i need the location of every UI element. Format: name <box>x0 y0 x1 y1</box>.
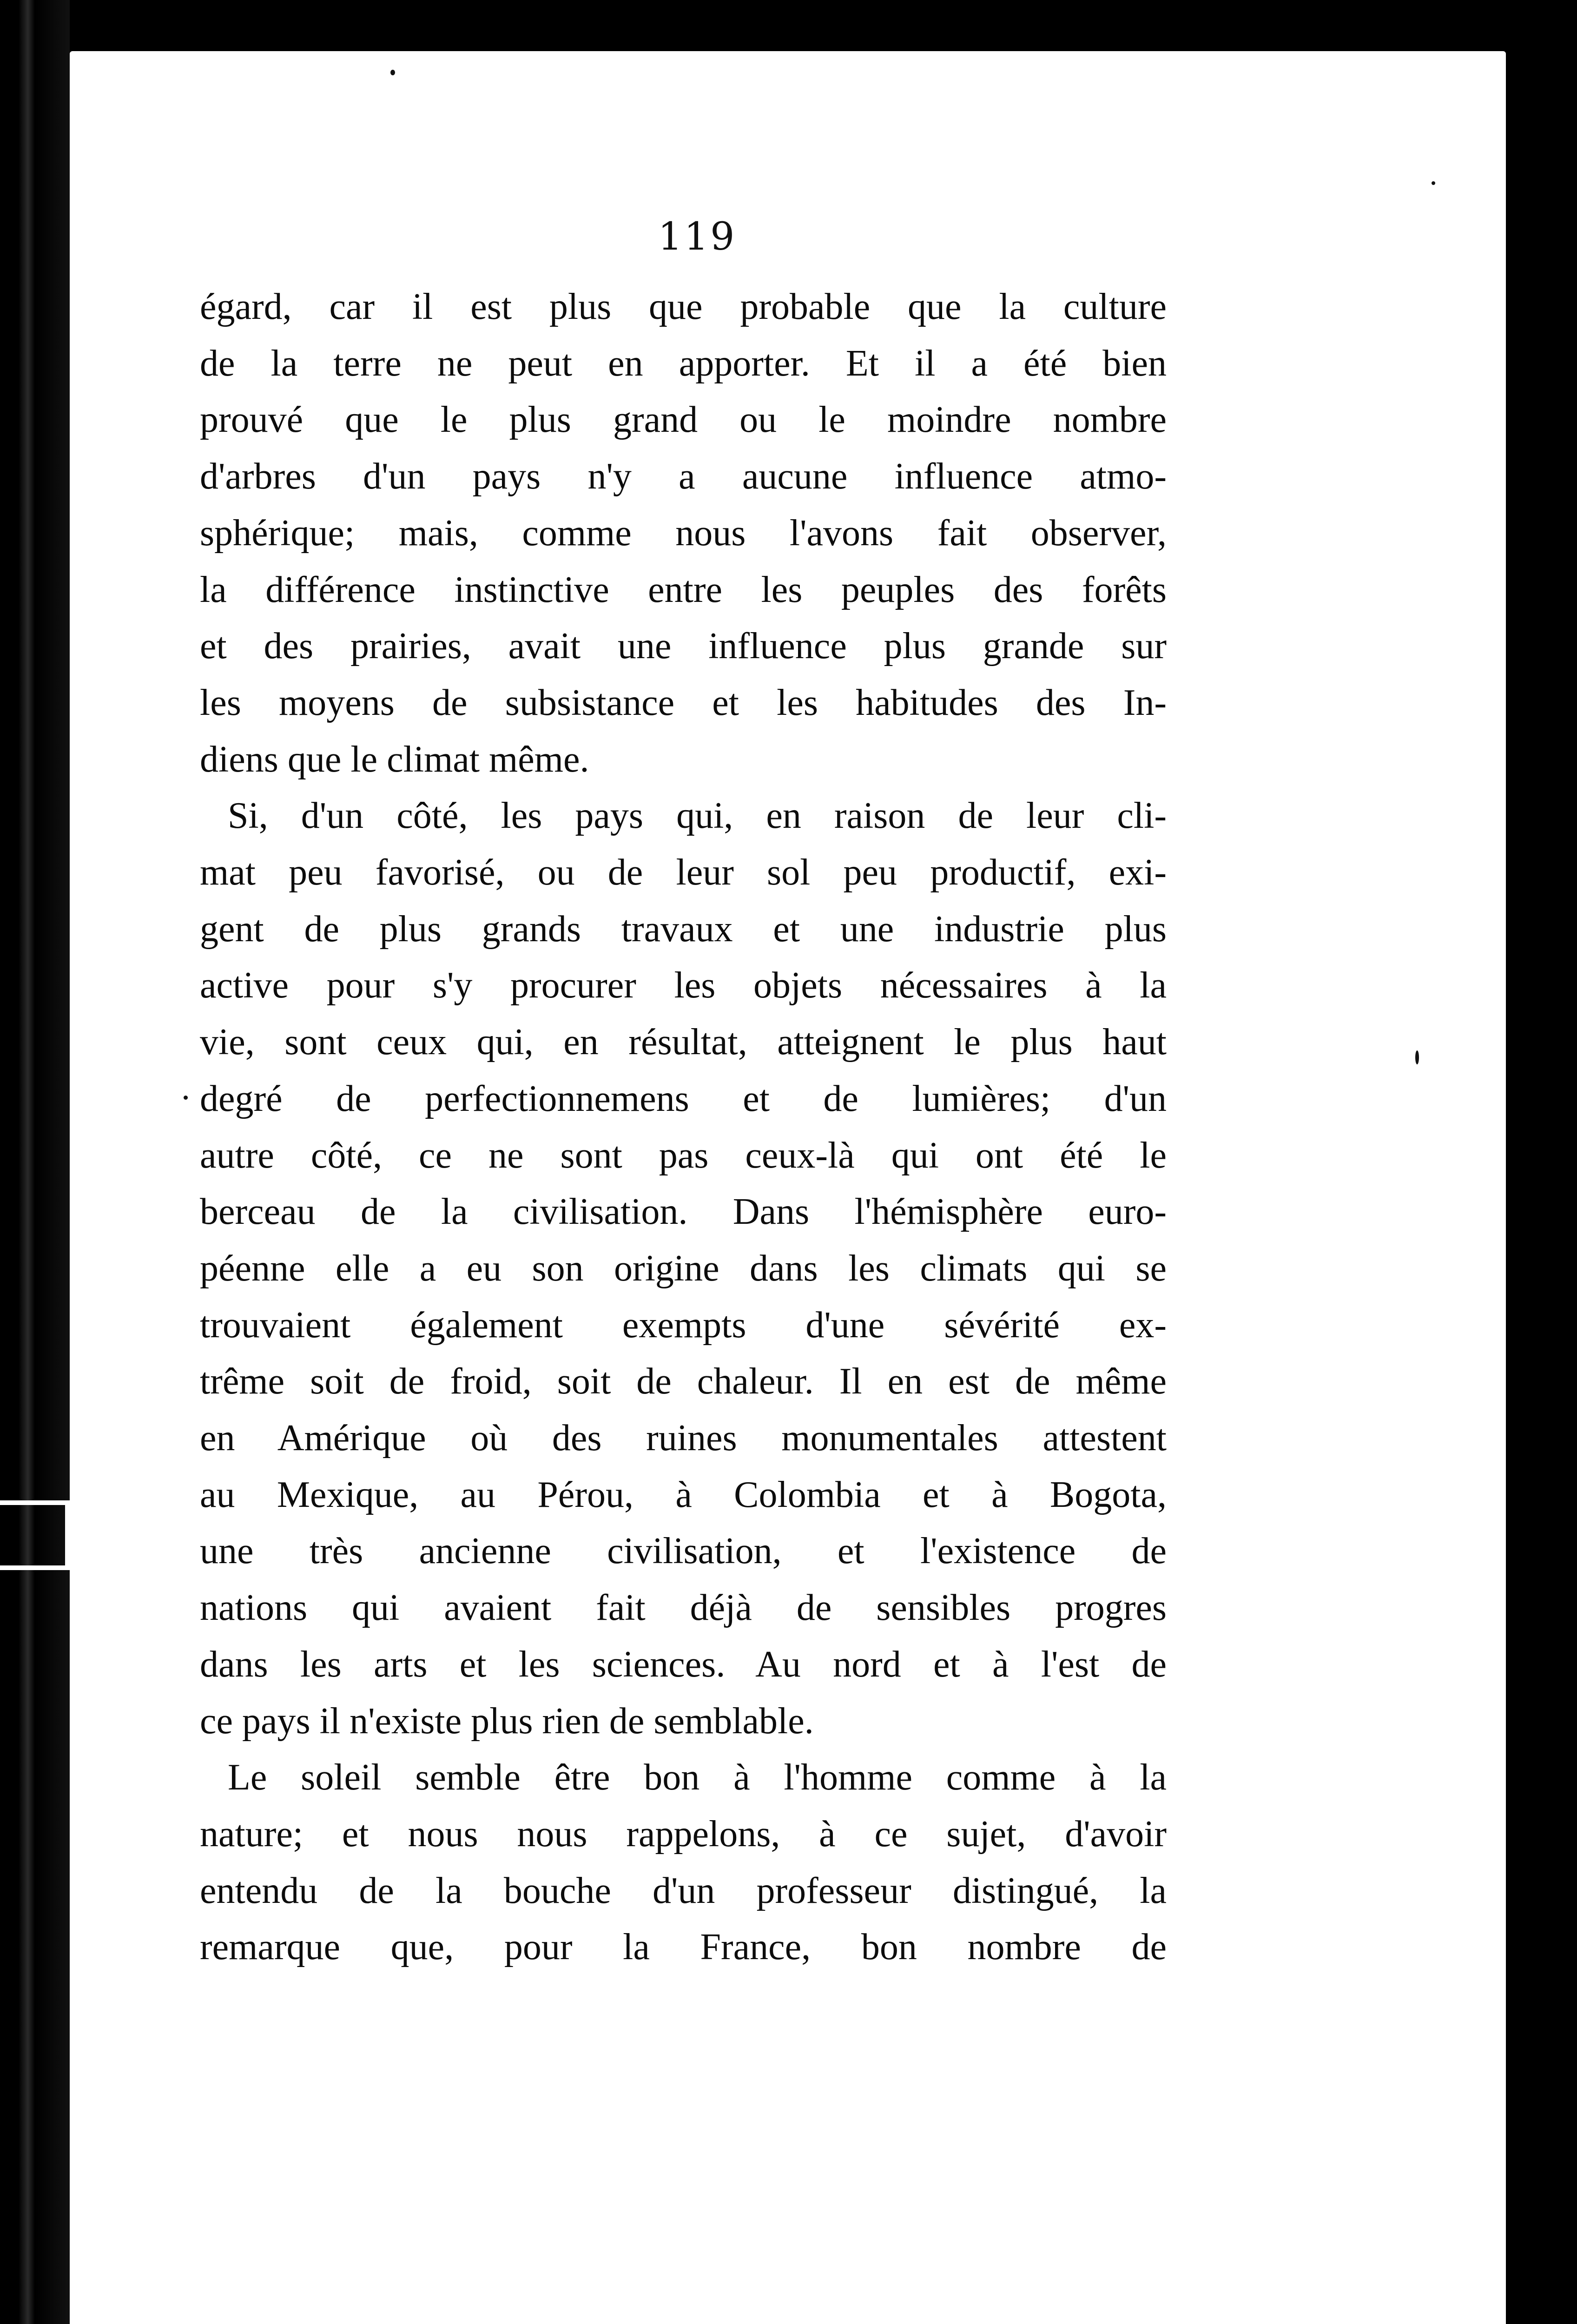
text-line: diens que le climat même. <box>200 739 589 780</box>
text-line: Le soleil semble être bon à l'homme comme à la <box>228 1757 1167 1798</box>
ink-speck <box>184 1096 188 1100</box>
scan-bracket-top <box>0 1500 70 1505</box>
text-line: au Mexique, au Pérou, à Colombia et à Bogota, <box>200 1474 1167 1515</box>
text-line: et des prairies, avait une influence plus grande sur <box>200 626 1167 667</box>
scan-bracket-bottom <box>0 1565 70 1570</box>
text-line: sphérique; mais, comme nous l'avons fait observer, <box>200 512 1167 554</box>
text-line: ce pays il n'existe plus rien de semblable. <box>200 1700 814 1742</box>
text-line: mat peu favorisé, ou de leur sol peu productif, exi- <box>200 852 1167 893</box>
text-line: gent de plus grands travaux et une industrie plus <box>200 908 1167 950</box>
text-line: degré de perfectionnemens et de lumières; d'un <box>200 1078 1167 1119</box>
text-line: péenne elle a eu son origine dans les climats qui se <box>200 1248 1167 1289</box>
text-line: nature; et nous nous rappelons, à ce sujet, d'avoir <box>200 1813 1167 1855</box>
paragraph-3 <box>200 1750 1167 1976</box>
text-line: dans les arts et les sciences. Au nord et à l'est de <box>200 1644 1167 1685</box>
text-line: la différence instinctive entre les peuples des forêts <box>200 569 1167 610</box>
text-line: égard, car il est plus que probable que la culture <box>200 286 1167 327</box>
text-line: vie, sont ceux qui, en résultat, atteignent le plus haut <box>200 1022 1167 1063</box>
text-line: autre côté, ce ne sont pas ceux-là qui ont été le <box>200 1135 1167 1176</box>
text-line: Si, d'un côté, les pays qui, en raison de leur cli- <box>228 795 1167 837</box>
paragraph-2 <box>200 788 1167 1750</box>
text-line: nations qui avaient fait déjà de sensibles progres <box>200 1587 1167 1629</box>
text-line: prouvé que le plus grand ou le moindre nombre <box>200 399 1167 441</box>
text-line: berceau de la civilisation. Dans l'hémisphère euro- <box>200 1191 1167 1233</box>
text-line: en Amérique où des ruines monumentales attestent <box>200 1418 1167 1459</box>
text-line: de la terre ne peut en apporter. Et il a été bien <box>200 343 1167 384</box>
book-spine-edge <box>0 0 70 2324</box>
body-text <box>200 279 1167 1976</box>
text-line: entendu de la bouche d'un professeur distingué, la <box>200 1870 1167 1911</box>
text-line: les moyens de subsistance et les habitudes des In- <box>200 682 1167 723</box>
ink-speck <box>1415 1050 1419 1064</box>
ink-speck <box>390 70 395 75</box>
ink-speck <box>1432 181 1435 185</box>
text-line: une très ancienne civilisation, et l'existence de <box>200 1531 1167 1572</box>
text-line: remarque que, pour la France, bon nombre de <box>200 1927 1167 1968</box>
text-line: trouvaient également exempts d'une sévérité ex- <box>200 1304 1167 1346</box>
paragraph-1 <box>200 279 1167 788</box>
text-line: active pour s'y procurer les objets nécessaires à la <box>200 965 1167 1006</box>
page-number: 119 <box>658 215 737 259</box>
text-line: d'arbres d'un pays n'y a aucune influence atmo- <box>200 456 1167 497</box>
text-line: trême soit de froid, soit de chaleur. Il en est de même <box>200 1361 1167 1402</box>
